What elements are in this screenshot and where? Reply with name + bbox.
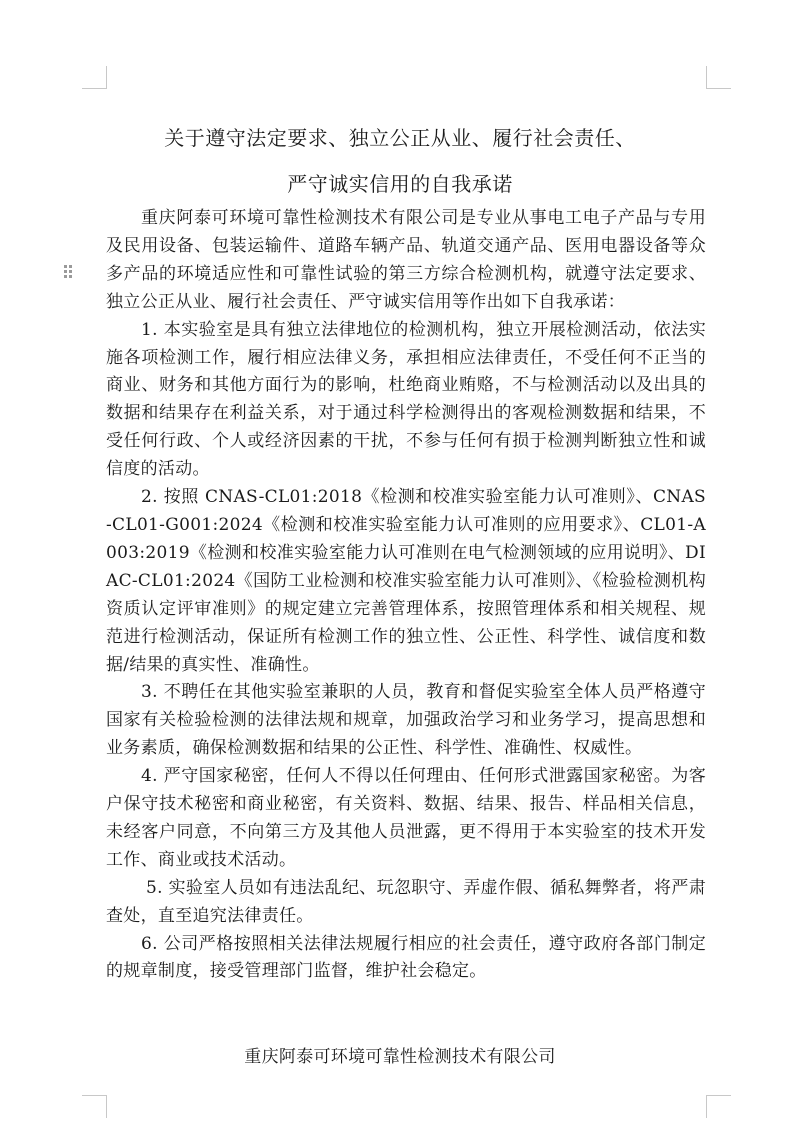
commitment-item-3: 3. 不聘任在其他实验室兼职的人员，教育和督促实验室全体人员严格遵守国家有关检验检测的法律法规和规章，加强政治学习和业务学习，提高思想和业务素质，确保检测数据和结果的公正性、科学性、准确性、权威性。 — [106, 682, 706, 759]
commitment-item-4: 4. 严守国家秘密，任何人不得以任何理由、任何形式泄露国家秘密。为客户保守技术秘密和商业秘密，有关资料、数据、结果、报告、样品相关信息，未经客户同意，不向第三方及其他人员泄露，更不得用于本实验室的技术开发工作、商业或技术活动。 — [106, 766, 706, 870]
page-corner-mark-bottom-right — [706, 1095, 731, 1118]
document-title-line-1: 关于遵守法定要求、独立公正从业、履行社会责任、 — [164, 126, 636, 150]
commitment-item-1: 1. 本实验室是具有独立法律地位的检测机构，独立开展检测活动，依法实施各项检测工作，履行相应法律义务，承担相应法律责任，不受任何不正当的商业、财务和其他方面行为的影响，杜绝商业贿赂，不与检测活动以及出具的数据和结果存在利益关系，对于通过科学检测得出的客观检测数据和结果，不受任何行政、个人或经济因素的干扰，不参与任何有损于检测判断独立性和诚信度的活动。 — [106, 319, 706, 480]
commitment-item-2: 2. 按照 CNAS-CL01:2018《检测和校准实验室能力认可准则》、CNAS-CL01-G001:2024《检测和校准实验室能力认可准则的应用要求》、CL01-A003:2019《检测和校准实验室能力认可准则在电气检测领域的应用说明》、DIAC-CL01:2024《国防工业检测和校准实验室能力认可准则》、《检验检测机构资质认定评审准则》的规定建立完善管理体系，按照管理体系和相关规程、规范进行检测活动，保证所有检测工作的独立性、公正性、科学性、诚信度和数据/结果的真实性、准确性。 — [106, 487, 706, 675]
drag-dot — [64, 270, 67, 273]
drag-handle-icon[interactable] — [64, 265, 72, 279]
intro-paragraph: 重庆阿泰可环境可靠性检测技术有限公司是专业从事电工电子产品与专用及民用设备、包装运输件、道路车辆产品、轨道交通产品、医用电器设备等众多产品的环境适应性和可靠性试验的第三方综合检测机构，就遵守法定要求、独立公正从业、履行社会责任、严守诚实信用等作出如下自我承诺： — [106, 208, 706, 312]
document-title-line-2: 严守诚实信用的自我承诺 — [287, 172, 513, 196]
document-body — [106, 205, 706, 986]
drag-dot — [64, 275, 67, 278]
page-corner-mark-bottom-left — [82, 1095, 107, 1118]
page-corner-mark-top-right — [706, 66, 731, 89]
drag-dot — [64, 265, 67, 268]
drag-dot — [69, 270, 72, 273]
company-signature: 重庆阿泰可环境可靠性检测技术有限公司 — [244, 1047, 556, 1067]
commitment-item-6: 6. 公司严格按照相关法律法规履行相应的社会责任，遵守政府各部门制定的规章制度，接受管理部门监督，维护社会稳定。 — [106, 933, 706, 982]
drag-dot — [69, 275, 72, 278]
page-corner-mark-top-left — [82, 66, 107, 89]
commitment-item-5: 5. 实验室人员如有违法乱纪、玩忽职守、弄虚作假、循私舞弊者，将严肃查处，直至追究法律责任。 — [106, 877, 706, 926]
drag-dot — [69, 265, 72, 268]
